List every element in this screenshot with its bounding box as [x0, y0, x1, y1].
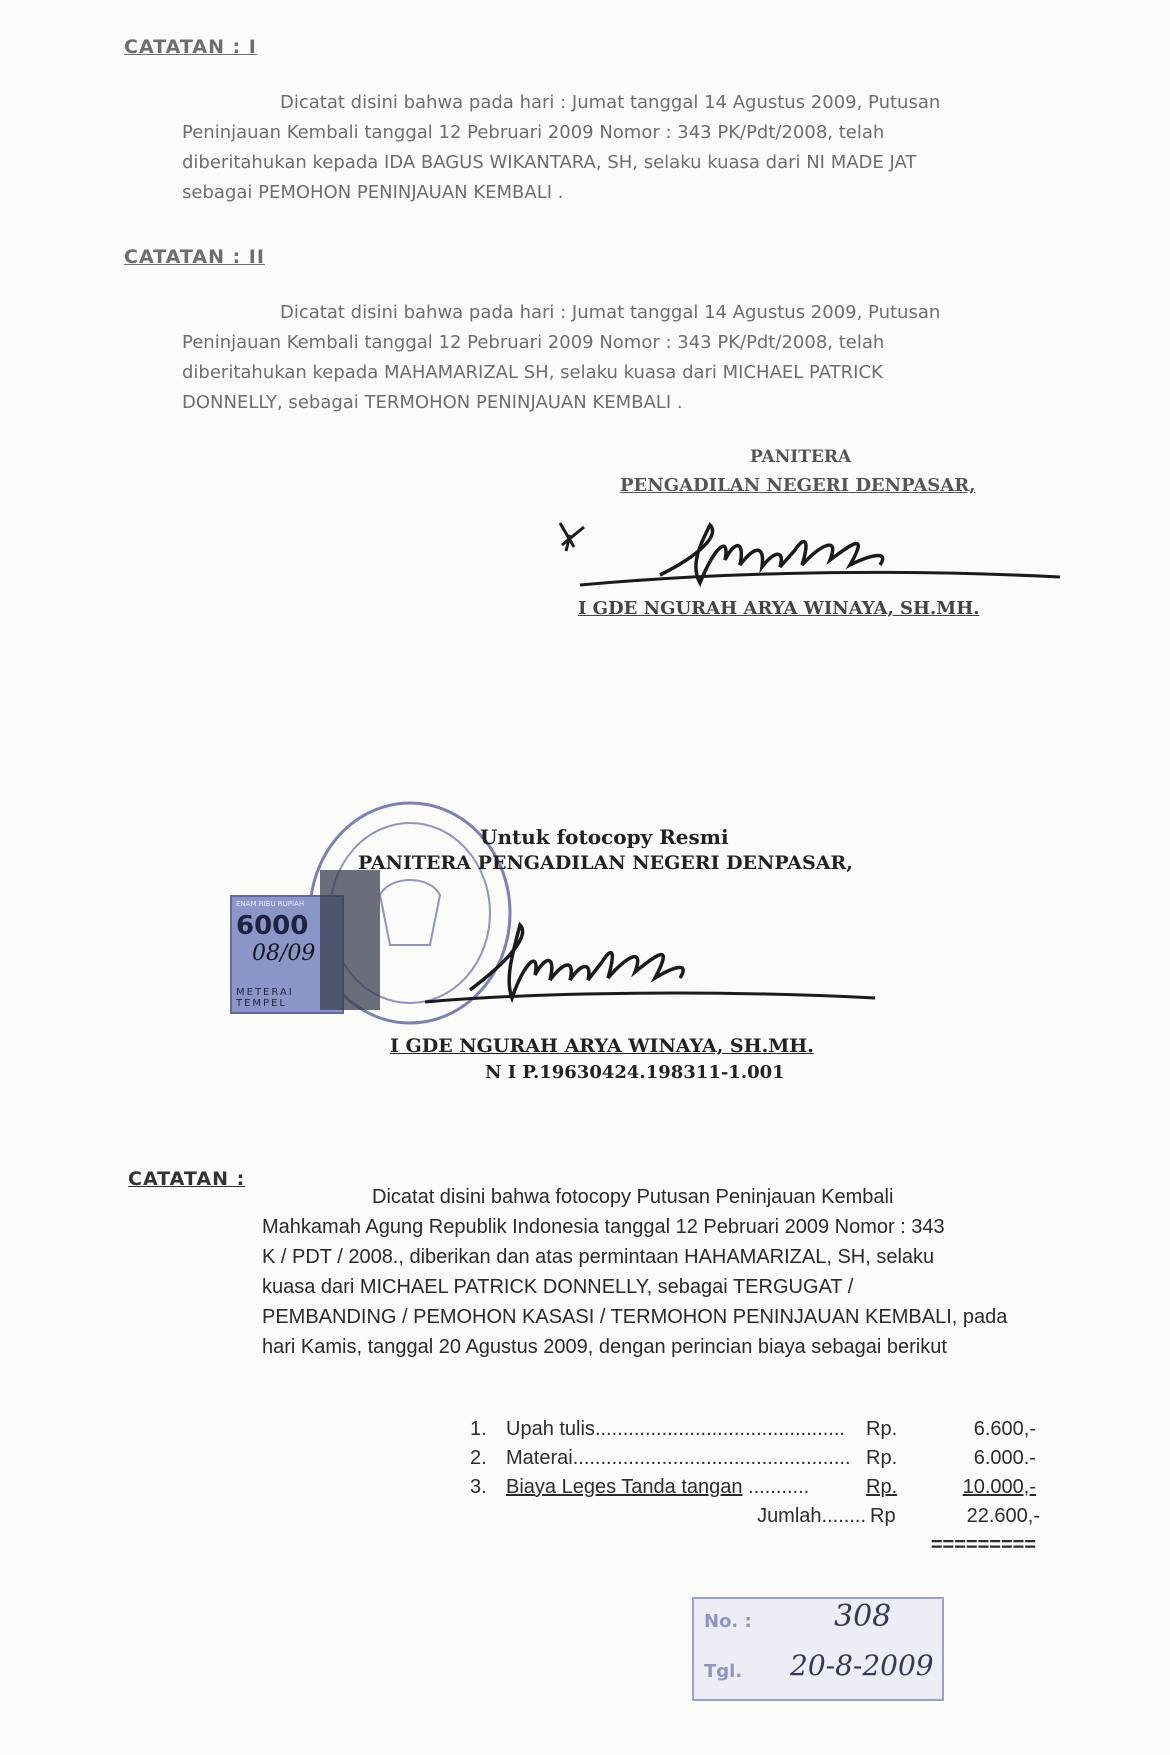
cost-label: Materai..................................................	[506, 1447, 851, 1469]
cost-amount: 10.000,-	[962, 1476, 1036, 1498]
note3-heading: CATATAN :	[128, 1168, 246, 1190]
cost-number: 1.	[470, 1418, 487, 1440]
note2-line-3: diberitahukan kepada MAHAMARIZAL SH, selaku kuasa dari MICHAEL PATRICK	[182, 362, 883, 383]
registration-stamp	[692, 1597, 944, 1701]
note1-line-3: diberitahukan kepada IDA BAGUS WIKANTARA, SH, selaku kuasa dari NI MADE JAT	[182, 152, 917, 173]
signature1-office: PENGADILAN NEGERI DENPASAR,	[620, 475, 976, 496]
note3-line-1: Dicatat disini bahwa fotocopy Putusan Peninjauan Kembali	[372, 1186, 894, 1208]
cost-label: Upah tulis.............................................	[506, 1418, 845, 1440]
cost-row	[470, 1418, 1050, 1447]
signature2-handwriting-icon	[420, 910, 890, 1020]
cost-double-line-row	[470, 1534, 1050, 1563]
cost-number: 3.	[470, 1476, 487, 1498]
note2-line-4: DONNELLY, sebagai TERMOHON PENINJAUAN KEMBALI .	[182, 392, 683, 413]
signature1-handwriting-icon	[540, 505, 1080, 605]
note2-paragraph	[182, 298, 1112, 418]
cost-currency: Rp.	[866, 1447, 898, 1469]
note3-line-6: hari Kamis, tanggal 20 Agustus 2009, dengan perincian biaya sebagai berikut	[262, 1336, 947, 1358]
cost-currency: Rp.	[866, 1476, 898, 1498]
note1-paragraph	[182, 88, 1112, 208]
signature2-office: PANITERA PENGADILAN NEGERI DENPASAR,	[358, 852, 853, 874]
note1-heading: CATATAN : I	[124, 36, 257, 58]
cost-double-line: =========	[930, 1534, 1036, 1556]
note1-line-1: Dicatat disini bahwa pada hari : Jumat tanggal 14 Agustus 2009, Putusan	[280, 92, 941, 113]
cost-amount: 6.600,-	[973, 1418, 1036, 1440]
stamp-value: 6000	[236, 911, 309, 941]
certified-copy-label: Untuk fotocopy Resmi	[480, 825, 729, 849]
cost-total-label-text: Jumlah	[757, 1505, 822, 1527]
note2-heading: CATATAN : II	[124, 246, 265, 268]
note1-line-2: Peninjauan Kembali tanggal 12 Pebruari 2009 Nomor : 343 PK/Pdt/2008, telah	[182, 122, 885, 143]
note3-paragraph	[262, 1182, 1122, 1362]
cost-number: 2.	[470, 1447, 487, 1469]
stamp-handwritten-date: 08/09	[252, 941, 316, 966]
note3-line-3: K / PDT / 2008., diberikan dan atas permintaan HAHAMARIZAL, SH, selaku	[262, 1246, 935, 1268]
cost-total-row	[470, 1505, 1050, 1534]
signature2-nip: N I P.19630424.198311-1.001	[485, 1062, 785, 1083]
cost-row	[470, 1476, 1050, 1505]
note3-line-2: Mahkamah Agung Republik Indonesia tanggal 12 Pebruari 2009 Nomor : 343	[262, 1216, 945, 1238]
signature1-title: PANITERA	[750, 447, 852, 467]
cost-label-text: Upah tulis	[506, 1418, 595, 1440]
stamp-caption: METERAI TEMPEL	[236, 987, 294, 1009]
reg-no-label: No. :	[704, 1611, 752, 1632]
reg-date-value: 20-8-2009	[790, 1649, 934, 1682]
note1-line-4: sebagai PEMOHON PENINJAUAN KEMBALI .	[182, 182, 564, 203]
cost-total-currency: Rp	[870, 1505, 896, 1527]
note2-line-2: Peninjauan Kembali tanggal 12 Pebruari 2009 Nomor : 343 PK/Pdt/2008, telah	[182, 332, 885, 353]
cost-label: Biaya Leges Tanda tangan ...........	[506, 1476, 810, 1498]
reg-no-value: 308	[834, 1599, 892, 1634]
cost-total-label: Jumlah........	[757, 1505, 866, 1527]
reg-date-label: Tgl.	[704, 1661, 743, 1682]
cost-total-amount: 22.600,-	[966, 1505, 1040, 1527]
stamp-band	[320, 870, 380, 1010]
cost-label-text: Biaya Leges Tanda tangan	[506, 1476, 743, 1498]
stamp-top-text: ENAM RIBU RUPIAH	[236, 900, 305, 908]
cost-row	[470, 1447, 1050, 1476]
cost-amount: 6.000.-	[973, 1447, 1036, 1469]
note3-line-4: kuasa dari MICHAEL PATRICK DONNELLY, sebagai TERGUGAT /	[262, 1276, 854, 1298]
cost-table	[470, 1418, 1050, 1563]
signature2-name: I GDE NGURAH ARYA WINAYA, SH.MH.	[390, 1035, 814, 1057]
note2-line-1: Dicatat disini bahwa pada hari : Jumat tanggal 14 Agustus 2009, Putusan	[280, 302, 941, 323]
cost-label-text: Materai	[506, 1447, 573, 1469]
signature1-name: I GDE NGURAH ARYA WINAYA, SH.MH.	[578, 598, 980, 619]
note3-line-5: PEMBANDING / PEMOHON KASASI / TERMOHON PENINJAUAN KEMBALI, pada	[262, 1306, 1008, 1328]
cost-currency: Rp.	[866, 1418, 898, 1440]
